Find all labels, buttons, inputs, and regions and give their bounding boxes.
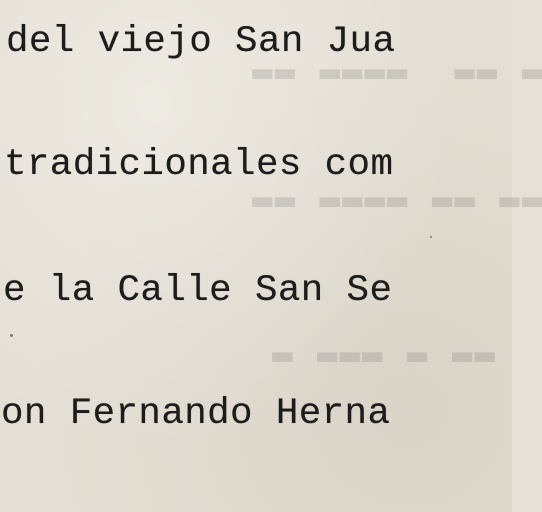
text-line-4: on Fernando Herna (1, 393, 391, 435)
ink-speck (10, 334, 13, 337)
show-through-texture: ▬▬ ▬▬ ▬▬▬▬ ▬▬ (250, 180, 542, 220)
text-line-1: del viejo San Jua (6, 21, 396, 63)
show-through-texture: ▬ ▬▬ ▬▬▬▬ ▬▬ (250, 52, 542, 92)
show-through-texture: ▬▬ ▬ ▬▬▬ ▬ (270, 335, 495, 375)
text-line-2: tradicionales com (4, 144, 394, 186)
ink-speck (430, 236, 432, 238)
text-line-3: e la Calle San Se (3, 270, 393, 312)
